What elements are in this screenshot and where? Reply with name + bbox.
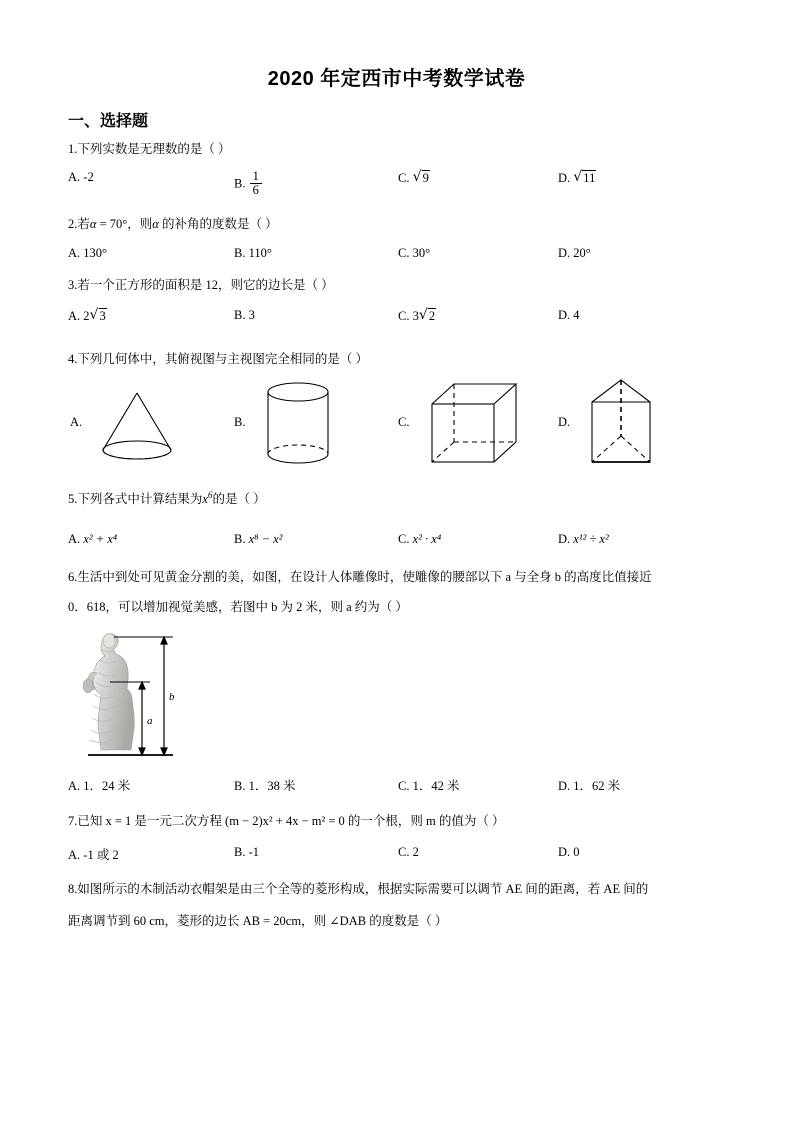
- question-2-option-c: [398, 246, 430, 261]
- option-label: A.: [68, 779, 81, 793]
- cube-figure: [424, 376, 524, 471]
- question-2-option-a: [68, 246, 107, 261]
- option-label: D.: [558, 845, 571, 859]
- question-7-option-c: [398, 845, 419, 860]
- option-label: B.: [234, 308, 246, 322]
- option-value: 0: [573, 845, 580, 859]
- option-label: C.: [398, 171, 410, 185]
- question-6-option-c: [398, 776, 459, 794]
- question-5-option-c: [398, 532, 441, 547]
- option-value: 20°: [573, 246, 591, 260]
- question-6-stem-line-2: 0．618，可以增加视觉美感，若图中 b 为 2 米，则 a 约为（ ）: [68, 600, 408, 614]
- question-1-option-a: [68, 170, 94, 185]
- cone-figure: [92, 378, 182, 468]
- question-1-option-d: [558, 170, 596, 186]
- coefficient: 2: [83, 309, 90, 323]
- question-8-stem-line-1: 8.如图所示的木制活动衣帽架是由三个全等的菱形构成，根据实际需要可以调节 AE 间的距离，若 AE 间的: [68, 882, 649, 896]
- option-label: C.: [398, 309, 410, 323]
- stem-part: = 70°，则: [96, 217, 153, 231]
- question-6-option-b: [234, 776, 295, 794]
- option-label: A.: [68, 309, 81, 323]
- variable-alpha: α: [152, 217, 159, 231]
- coefficient: 3: [412, 309, 419, 323]
- option-expression: x² + x⁴: [83, 532, 118, 546]
- option-value: -1: [248, 845, 260, 859]
- radicand: 3: [99, 309, 106, 323]
- question-4-option-a-label: A.: [70, 415, 83, 429]
- question-2-option-d: [558, 246, 591, 261]
- option-label: A.: [68, 532, 81, 546]
- radical-icon: [90, 308, 107, 324]
- radical-icon: [573, 170, 596, 186]
- question-4-stem: 4.下列几何体中，其俯视图与主视图完全相同的是（ ）: [68, 352, 369, 366]
- section-heading: 一、选择题: [68, 113, 149, 130]
- question-4-option-c-label: C.: [398, 415, 410, 429]
- triangular-prism-figure: [582, 374, 662, 472]
- question-1-stem: 1.下列实数是无理数的是（ ）: [68, 142, 231, 156]
- option-value: -1 或 2: [83, 848, 119, 862]
- option-label: D.: [558, 308, 571, 322]
- page-title: 2020 年定西市中考数学试卷: [267, 68, 526, 90]
- question-1-option-b: [234, 170, 263, 197]
- option-label: A.: [68, 170, 81, 184]
- option-value: 1．42 米: [412, 779, 460, 793]
- option-value: -2: [83, 170, 94, 184]
- radicand: 11: [583, 171, 596, 185]
- stem-prefix: 5.下列各式中计算结果为: [68, 492, 203, 506]
- question-7-option-d: [558, 845, 580, 860]
- question-2-stem: [68, 215, 278, 234]
- option-label: D.: [558, 779, 571, 793]
- question-5-option-b: [234, 532, 282, 547]
- question-6-option-a: [68, 776, 130, 794]
- fraction-one-sixth: [250, 170, 262, 197]
- option-label: A.: [68, 848, 81, 862]
- dimension-arrow-a: [139, 682, 145, 755]
- expression-x-power-6: $x^6$: [202, 489, 213, 506]
- option-label: D.: [558, 532, 571, 546]
- dimension-arrow-b: [161, 637, 167, 755]
- cylinder-figure: [258, 378, 338, 470]
- option-value: 130°: [83, 246, 108, 260]
- stem-suffix: 的是（ ）: [212, 492, 266, 506]
- option-label: D.: [558, 171, 571, 185]
- fraction-denominator: 6: [250, 183, 262, 197]
- option-label: B.: [234, 176, 246, 191]
- question-3-option-a: [68, 308, 107, 324]
- question-7-option-a: [68, 845, 119, 863]
- variable-alpha: α: [89, 217, 97, 231]
- dimension-label-a: a: [147, 715, 153, 727]
- option-value: 1．24 米: [83, 779, 131, 793]
- option-value: 3: [248, 308, 255, 322]
- radical-icon: [413, 170, 430, 186]
- question-1-option-c: [398, 170, 430, 186]
- golden-ratio-statue-figure: [68, 628, 188, 764]
- option-label: D.: [558, 246, 571, 260]
- question-3-stem: 3.若一个正方形的面积是 12，则它的边长是（ ）: [68, 278, 334, 292]
- option-value: 30°: [412, 246, 431, 260]
- option-label: B.: [234, 532, 246, 546]
- fraction-numerator: 1: [252, 169, 259, 183]
- option-value: 110°: [248, 246, 272, 260]
- question-2-option-b: [234, 246, 272, 261]
- question-3-option-d: [558, 308, 580, 323]
- option-value: 1．38 米: [248, 779, 296, 793]
- radicand: 2: [428, 309, 436, 323]
- question-5-option-d: [558, 532, 609, 547]
- radicand: 9: [422, 171, 429, 185]
- option-label: C.: [398, 246, 410, 260]
- question-7-stem: 7.已知 x = 1 是一元二次方程 (m − 2)x² + 4x − m² = 0 的一个根，则 m 的值为（ ）: [68, 814, 505, 828]
- statue-silhouette: [83, 633, 134, 750]
- option-value: 4: [573, 308, 580, 322]
- question-7-option-b: [234, 845, 259, 860]
- question-6-option-d: [558, 776, 620, 794]
- radical-icon: [419, 308, 436, 324]
- question-4-option-d-label: D.: [558, 415, 571, 429]
- option-label: B.: [234, 246, 246, 260]
- question-8-stem-line-2: 距离调节到 60 cm，菱形的边长 AB = 20cm，则 ∠DAB 的度数是（ ）: [68, 914, 448, 928]
- dimension-label-b: b: [169, 691, 175, 703]
- option-value: 1．62 米: [573, 779, 621, 793]
- option-label: C.: [398, 845, 410, 859]
- question-6-stem-line-1: 6.生活中到处可见黄金分割的美，如图，在设计人体雕像时，使雕像的腰部以下 a 与全身 b 的高度比值接近: [68, 570, 652, 584]
- question-3-option-b: [234, 308, 255, 323]
- option-label: A.: [68, 246, 81, 260]
- option-label: B.: [234, 845, 246, 859]
- question-4-option-b-label: B.: [234, 415, 246, 429]
- question-3-option-c: [398, 308, 436, 324]
- question-5-option-a: [68, 532, 117, 547]
- option-expression: x² · x⁴: [412, 532, 442, 546]
- stem-part: 2.若: [68, 217, 90, 231]
- option-label: C.: [398, 779, 410, 793]
- option-label: B.: [234, 779, 246, 793]
- option-label: C.: [398, 532, 410, 546]
- option-value: 2: [412, 845, 419, 859]
- stem-part: 的补角的度数是（ ）: [158, 217, 278, 231]
- question-5-stem: [68, 490, 266, 509]
- option-expression: x¹² ÷ x²: [573, 532, 609, 546]
- option-expression: x⁸ − x²: [248, 532, 283, 546]
